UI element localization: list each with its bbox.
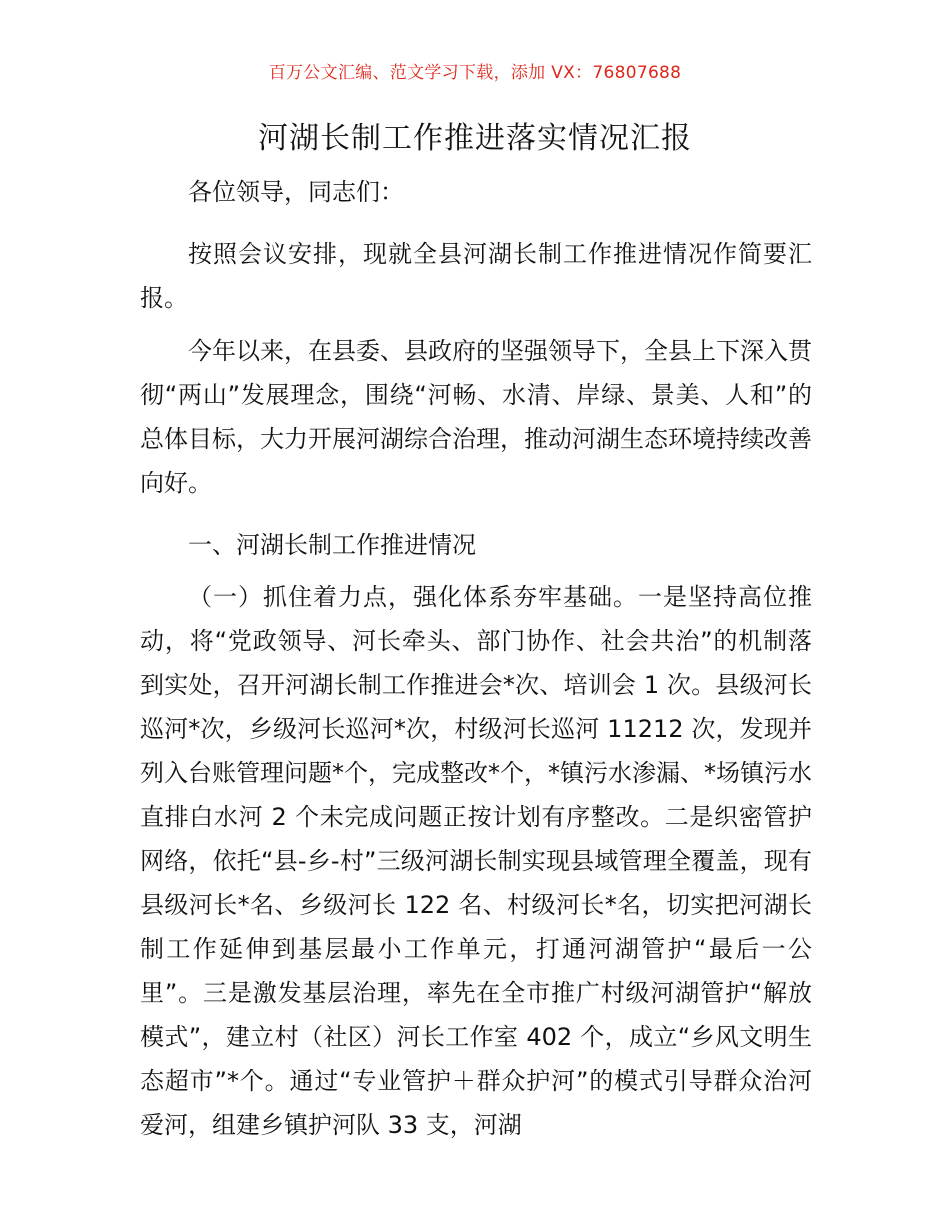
context-paragraph: 今年以来，在县委、县政府的坚强领导下，全县上下深入贯彻“两山”发展理念，围绕“河畅、水清、岸绿、景美、人和”的总体目标，大力开展河湖综合治理，推动河湖生态环境持续改善向好。	[140, 337, 812, 497]
document-title: 河湖长制工作推进落实情况汇报	[258, 121, 692, 156]
document-body	[140, 170, 812, 1156]
section-paragraph: （一）抓住着力点，强化体系夯牢基础。一是坚持高位推动，将“党政领导、河长牵头、部门协作、社会共治”的机制落到实处，召开河湖长制工作推进会*次、培训会 1 次。县级河长巡河*次，乡级河长巡河*次，村级河长巡河 11212 次，发现并列入台账管理问题*个，完成整改*个，*镇污水渗漏、*场镇污水直排白水河 2 个未完成问题正按计划有序整改。二是织密管护网络，依托“县-乡-村”三级河湖长制实现县域管理全覆盖，现有县级河长*名、乡级河长 122 名、村级河长*名，切实把河湖长制工作延伸到基层最小工作单元，打通河湖管护“最后一公里”。三是激发基层治理，率先在全市推广村级河湖管护“解放模式”，建立村（社区）河长工作室 402 个，成立“乡风文明生态超市”*个。通过“专业管护＋群众护河”的模式引导群众治河爱河，组建乡镇护河队 33 支，河湖	[140, 583, 812, 1139]
intro-paragraph: 按照会议安排，现就全县河湖长制工作推进情况作简要汇报。	[140, 240, 812, 312]
watermark-header: 百万公文汇编、范文学习下载，添加 VX：76807688	[268, 63, 682, 83]
section-heading: 一、河湖长制工作推进情况	[188, 531, 476, 559]
salutation: 各位领导，同志们：	[188, 178, 404, 206]
